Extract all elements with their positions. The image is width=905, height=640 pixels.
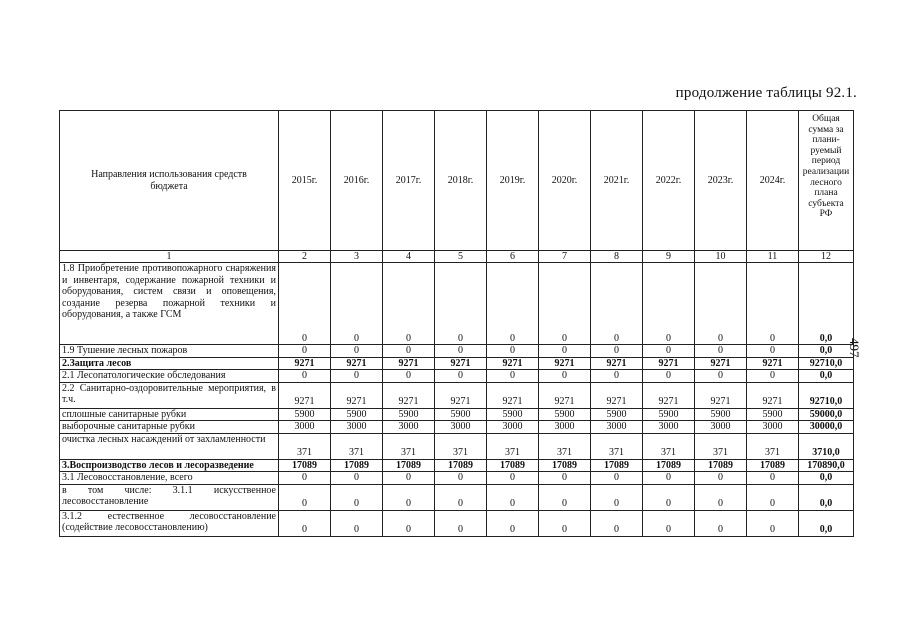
- year-value-cell: 9271: [591, 357, 643, 370]
- year-value-cell: 0: [747, 370, 799, 383]
- year-value-cell: 0: [747, 484, 799, 510]
- year-value-cell: 0: [331, 472, 383, 485]
- year-value-cell: 0: [487, 472, 539, 485]
- year-value-cell: 0: [643, 472, 695, 485]
- year-value-cell: 9271: [331, 357, 383, 370]
- page-number: 497: [847, 338, 862, 358]
- year-value-cell: 0: [435, 484, 487, 510]
- year-value-cell: 9271: [383, 357, 435, 370]
- year-value-cell: 0: [539, 263, 591, 345]
- total-cell: 3710,0: [799, 433, 854, 459]
- header-year: 2021г.: [591, 111, 643, 251]
- year-value-cell: 0: [539, 484, 591, 510]
- year-value-cell: 5900: [279, 408, 331, 421]
- table-body: [60, 263, 854, 537]
- year-value-cell: 0: [487, 370, 539, 383]
- year-value-cell: 0: [591, 345, 643, 358]
- year-value-cell: 9271: [695, 382, 747, 408]
- year-value-cell: 371: [383, 433, 435, 459]
- column-number: 8: [591, 251, 643, 263]
- year-value-cell: 371: [279, 433, 331, 459]
- table-row: [60, 472, 854, 485]
- year-value-cell: 3000: [747, 421, 799, 434]
- year-value-cell: 9271: [435, 357, 487, 370]
- year-value-cell: 9271: [695, 357, 747, 370]
- year-value-cell: 17089: [383, 459, 435, 472]
- year-value-cell: 0: [643, 263, 695, 345]
- row-label: сплошные санитарные рубки: [60, 408, 279, 421]
- year-value-cell: 3000: [539, 421, 591, 434]
- year-value-cell: 371: [435, 433, 487, 459]
- year-value-cell: 17089: [591, 459, 643, 472]
- row-label: 2.1 Лесопатологические обследования: [60, 370, 279, 383]
- budget-table: [59, 110, 854, 537]
- column-number: 2: [279, 251, 331, 263]
- header-total: Общая сумма за плани-руемый период реализации лесного плана субъекта РФ: [799, 111, 854, 251]
- column-number: 12: [799, 251, 854, 263]
- total-cell: 0,0: [799, 510, 854, 536]
- year-value-cell: 9271: [591, 382, 643, 408]
- year-value-cell: 371: [695, 433, 747, 459]
- table-row: [60, 408, 854, 421]
- row-label: выборочные санитарные рубки: [60, 421, 279, 434]
- column-number: 9: [643, 251, 695, 263]
- year-value-cell: 3000: [591, 421, 643, 434]
- year-value-cell: 0: [279, 472, 331, 485]
- year-value-cell: 0: [279, 263, 331, 345]
- year-value-cell: 17089: [279, 459, 331, 472]
- year-value-cell: 0: [279, 510, 331, 536]
- year-value-cell: 0: [331, 263, 383, 345]
- year-value-cell: 3000: [383, 421, 435, 434]
- table-caption: продолжение таблицы 92.1.: [675, 85, 857, 101]
- year-value-cell: 3000: [695, 421, 747, 434]
- column-number-row: [60, 251, 854, 263]
- header-year: 2019г.: [487, 111, 539, 251]
- header-row: [60, 111, 854, 251]
- year-value-cell: 9271: [331, 382, 383, 408]
- column-number: 5: [435, 251, 487, 263]
- row-label: 3.1 Лесовосстановление, всего: [60, 472, 279, 485]
- year-value-cell: 371: [643, 433, 695, 459]
- year-value-cell: 5900: [747, 408, 799, 421]
- year-value-cell: 0: [643, 510, 695, 536]
- year-value-cell: 0: [643, 370, 695, 383]
- year-value-cell: 17089: [643, 459, 695, 472]
- table-row: [60, 433, 854, 459]
- year-value-cell: 9271: [383, 382, 435, 408]
- year-value-cell: 371: [591, 433, 643, 459]
- year-value-cell: 17089: [539, 459, 591, 472]
- table-row: [60, 421, 854, 434]
- year-value-cell: 5900: [643, 408, 695, 421]
- year-value-cell: 0: [695, 345, 747, 358]
- total-cell: 92710,0: [799, 382, 854, 408]
- year-value-cell: 0: [435, 370, 487, 383]
- year-value-cell: 3000: [279, 421, 331, 434]
- year-value-cell: 9271: [747, 382, 799, 408]
- header-year: 2017г.: [383, 111, 435, 251]
- year-value-cell: 371: [331, 433, 383, 459]
- header-year: 2016г.: [331, 111, 383, 251]
- year-value-cell: 5900: [331, 408, 383, 421]
- year-value-cell: 17089: [747, 459, 799, 472]
- year-value-cell: 0: [435, 472, 487, 485]
- total-cell: 92710,0: [799, 357, 854, 370]
- year-value-cell: 3000: [331, 421, 383, 434]
- total-cell: 0,0: [799, 263, 854, 345]
- table-row: [60, 459, 854, 472]
- header-year: 2015г.: [279, 111, 331, 251]
- year-value-cell: 17089: [487, 459, 539, 472]
- year-value-cell: 0: [487, 345, 539, 358]
- year-value-cell: 5900: [435, 408, 487, 421]
- column-number: 11: [747, 251, 799, 263]
- year-value-cell: 0: [331, 370, 383, 383]
- year-value-cell: 0: [383, 370, 435, 383]
- year-value-cell: 0: [435, 510, 487, 536]
- header-year: 2024г.: [747, 111, 799, 251]
- year-value-cell: 0: [591, 472, 643, 485]
- table-row: [60, 345, 854, 358]
- year-value-cell: 0: [747, 510, 799, 536]
- year-value-cell: 9271: [487, 382, 539, 408]
- year-value-cell: 0: [331, 484, 383, 510]
- year-value-cell: 0: [331, 510, 383, 536]
- total-cell: 0,0: [799, 484, 854, 510]
- year-value-cell: 5900: [539, 408, 591, 421]
- year-value-cell: 3000: [435, 421, 487, 434]
- year-value-cell: 0: [695, 484, 747, 510]
- year-value-cell: 0: [643, 345, 695, 358]
- row-label: 2.Защита лесов: [60, 357, 279, 370]
- year-value-cell: 0: [383, 510, 435, 536]
- year-value-cell: 0: [695, 472, 747, 485]
- column-number: 6: [487, 251, 539, 263]
- header-year: 2020г.: [539, 111, 591, 251]
- year-value-cell: 371: [539, 433, 591, 459]
- year-value-cell: 0: [383, 345, 435, 358]
- year-value-cell: 0: [435, 263, 487, 345]
- total-cell: 59000,0: [799, 408, 854, 421]
- year-value-cell: 0: [591, 263, 643, 345]
- year-value-cell: 0: [695, 370, 747, 383]
- year-value-cell: 0: [539, 345, 591, 358]
- column-number: 3: [331, 251, 383, 263]
- total-cell: 170890,0: [799, 459, 854, 472]
- year-value-cell: 9271: [643, 382, 695, 408]
- table-row: [60, 484, 854, 510]
- year-value-cell: 9271: [487, 357, 539, 370]
- year-value-cell: 0: [279, 345, 331, 358]
- column-number: 7: [539, 251, 591, 263]
- column-number: 1: [60, 251, 279, 263]
- year-value-cell: 0: [487, 510, 539, 536]
- year-value-cell: 0: [643, 484, 695, 510]
- year-value-cell: 0: [487, 484, 539, 510]
- year-value-cell: 9271: [435, 382, 487, 408]
- table-row: [60, 357, 854, 370]
- year-value-cell: 0: [539, 370, 591, 383]
- year-value-cell: 0: [487, 263, 539, 345]
- year-value-cell: 9271: [747, 357, 799, 370]
- column-number: 10: [695, 251, 747, 263]
- total-cell: 0,0: [799, 345, 854, 358]
- year-value-cell: 0: [383, 472, 435, 485]
- year-value-cell: 5900: [695, 408, 747, 421]
- row-label: 3.Воспроизводство лесов и лесоразведение: [60, 459, 279, 472]
- year-value-cell: 9271: [539, 357, 591, 370]
- year-value-cell: 3000: [643, 421, 695, 434]
- row-label: 1.8 Приобретение противопожарного снаряжения и инвентаря, содержание пожарной техники и оборудования, систем связи и оповещения, создание резерва пожарной техники и оборудования, а также ГСМ: [60, 263, 279, 345]
- year-value-cell: 0: [695, 263, 747, 345]
- table-row: [60, 263, 854, 345]
- year-value-cell: 0: [747, 263, 799, 345]
- year-value-cell: 9271: [279, 382, 331, 408]
- year-value-cell: 5900: [383, 408, 435, 421]
- year-value-cell: 17089: [435, 459, 487, 472]
- total-cell: 0,0: [799, 370, 854, 383]
- year-value-cell: 0: [383, 484, 435, 510]
- year-value-cell: 0: [747, 472, 799, 485]
- column-number: 4: [383, 251, 435, 263]
- year-value-cell: 3000: [487, 421, 539, 434]
- header-name: Направления использования средств бюджета: [60, 111, 279, 251]
- year-value-cell: 5900: [487, 408, 539, 421]
- year-value-cell: 0: [279, 484, 331, 510]
- year-value-cell: 9271: [279, 357, 331, 370]
- year-value-cell: 0: [747, 345, 799, 358]
- year-value-cell: 371: [487, 433, 539, 459]
- year-value-cell: 17089: [695, 459, 747, 472]
- row-label: в том числе: 3.1.1 искусственное лесовосстановление: [60, 484, 279, 510]
- year-value-cell: 0: [539, 510, 591, 536]
- row-label: очистка лесных насаждений от захламленности: [60, 433, 279, 459]
- year-value-cell: 5900: [591, 408, 643, 421]
- year-value-cell: 0: [591, 510, 643, 536]
- total-cell: 30000,0: [799, 421, 854, 434]
- total-cell: 0,0: [799, 472, 854, 485]
- header-year: 2018г.: [435, 111, 487, 251]
- year-value-cell: 9271: [643, 357, 695, 370]
- year-value-cell: 0: [435, 345, 487, 358]
- year-value-cell: 0: [279, 370, 331, 383]
- table-row: [60, 382, 854, 408]
- year-value-cell: 0: [695, 510, 747, 536]
- table-row: [60, 370, 854, 383]
- year-value-cell: 371: [747, 433, 799, 459]
- year-value-cell: 0: [591, 484, 643, 510]
- year-value-cell: 17089: [331, 459, 383, 472]
- header-year: 2022г.: [643, 111, 695, 251]
- year-value-cell: 9271: [539, 382, 591, 408]
- year-value-cell: 0: [383, 263, 435, 345]
- row-label: 1.9 Тушение лесных пожаров: [60, 345, 279, 358]
- table-row: [60, 510, 854, 536]
- year-value-cell: 0: [591, 370, 643, 383]
- header-year: 2023г.: [695, 111, 747, 251]
- row-label: 2.2 Санитарно-оздоровительные мероприятия, в т.ч.: [60, 382, 279, 408]
- year-value-cell: 0: [539, 472, 591, 485]
- year-value-cell: 0: [331, 345, 383, 358]
- row-label: 3.1.2 естественное лесовосстановление (содействие лесовосстановлению): [60, 510, 279, 536]
